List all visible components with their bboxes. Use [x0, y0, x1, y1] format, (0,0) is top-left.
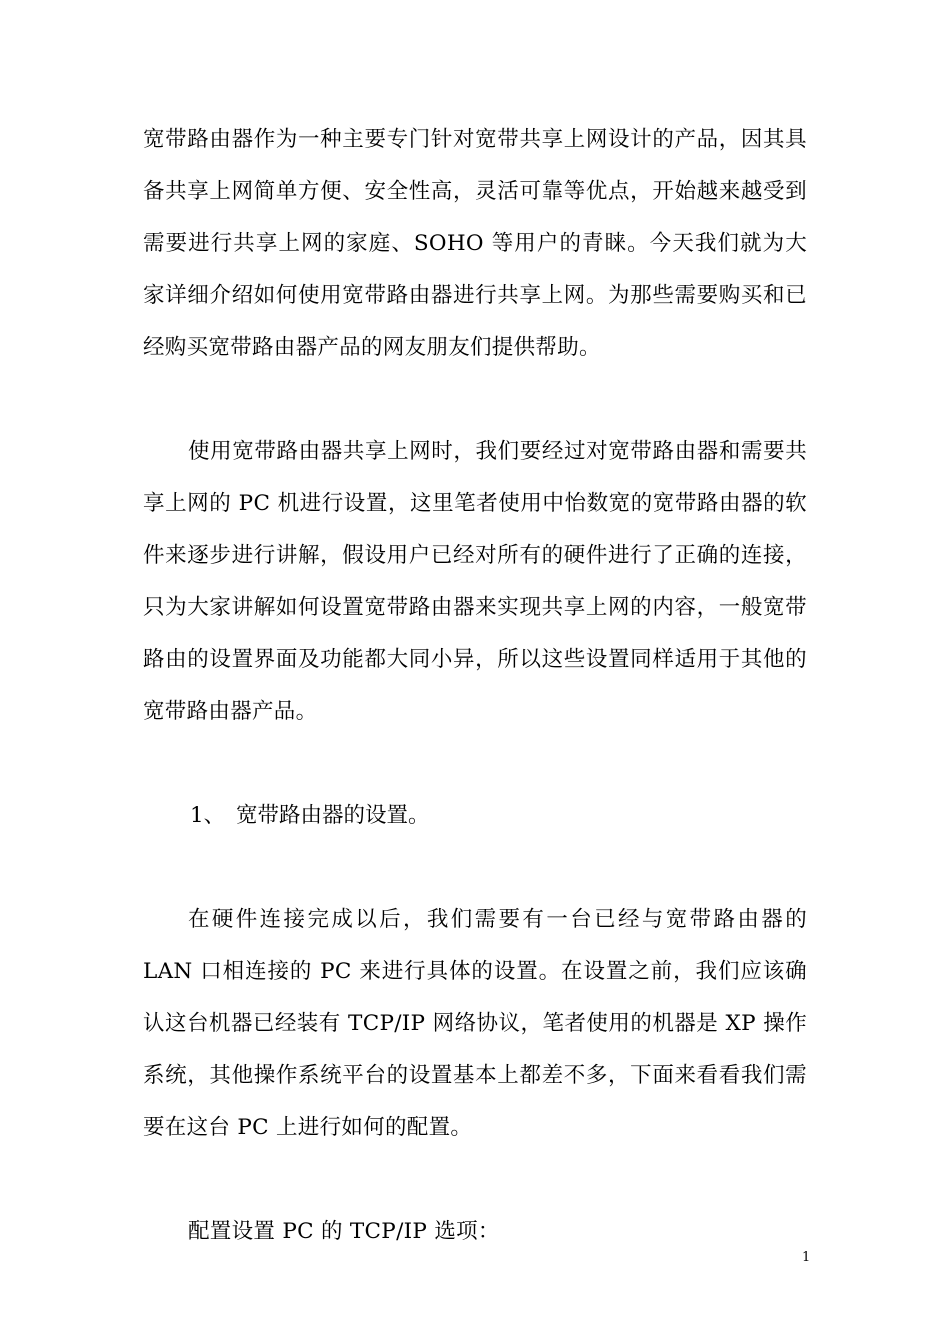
section-heading [143, 790, 807, 842]
hardware-paragraph: 在硬件连接完成以后，我们需要有一台已经与宽带路由器的 LAN 口相连接的 PC 来进行具体的设置。在设置之前，我们应该确认这台机器已经装有 TCP/IP 网络协议，笔者使用的机器是 XP 操作系统，其他操作系统平台的设置基本上都差不多，下面来看看我们需要在这台 PC 上进行如何的配置。 [143, 907, 807, 1140]
tcpip-config-paragraph: 配置设置 PC 的 TCP/IP 选项： [188, 1219, 500, 1244]
section-number: 1、 [190, 803, 226, 828]
intro-paragraph: 宽带路由器作为一种主要专门针对宽带共享上网设计的产品，因其具备共享上网简单方便、安全性高，灵活可靠等优点，开始越来越受到需要进行共享上网的家庭、SOHO 等用户的青睐。今天我们就为大家详细介绍如何使用宽带路由器进行共享上网。为那些需要购买和已经购买宽带路由器产品的网友朋友们提供帮助。 [143, 127, 807, 360]
page-number: 1 [802, 1250, 811, 1265]
setup-overview-paragraph: 使用宽带路由器共享上网时，我们要经过对宽带路由器和需要共享上网的 PC 机进行设置，这里笔者使用中怡数宽的宽带路由器的软件来逐步进行讲解，假设用户已经对所有的硬件进行了正确的连接，只为大家讲解如何设置宽带路由器来实现共享上网的内容，一般宽带路由的设置界面及功能都大同小异，所以这些设置同样适用于其他的宽带路由器产品。 [143, 439, 807, 724]
document-body [143, 114, 807, 1258]
section-title: 宽带路由器的设置。 [236, 803, 430, 828]
